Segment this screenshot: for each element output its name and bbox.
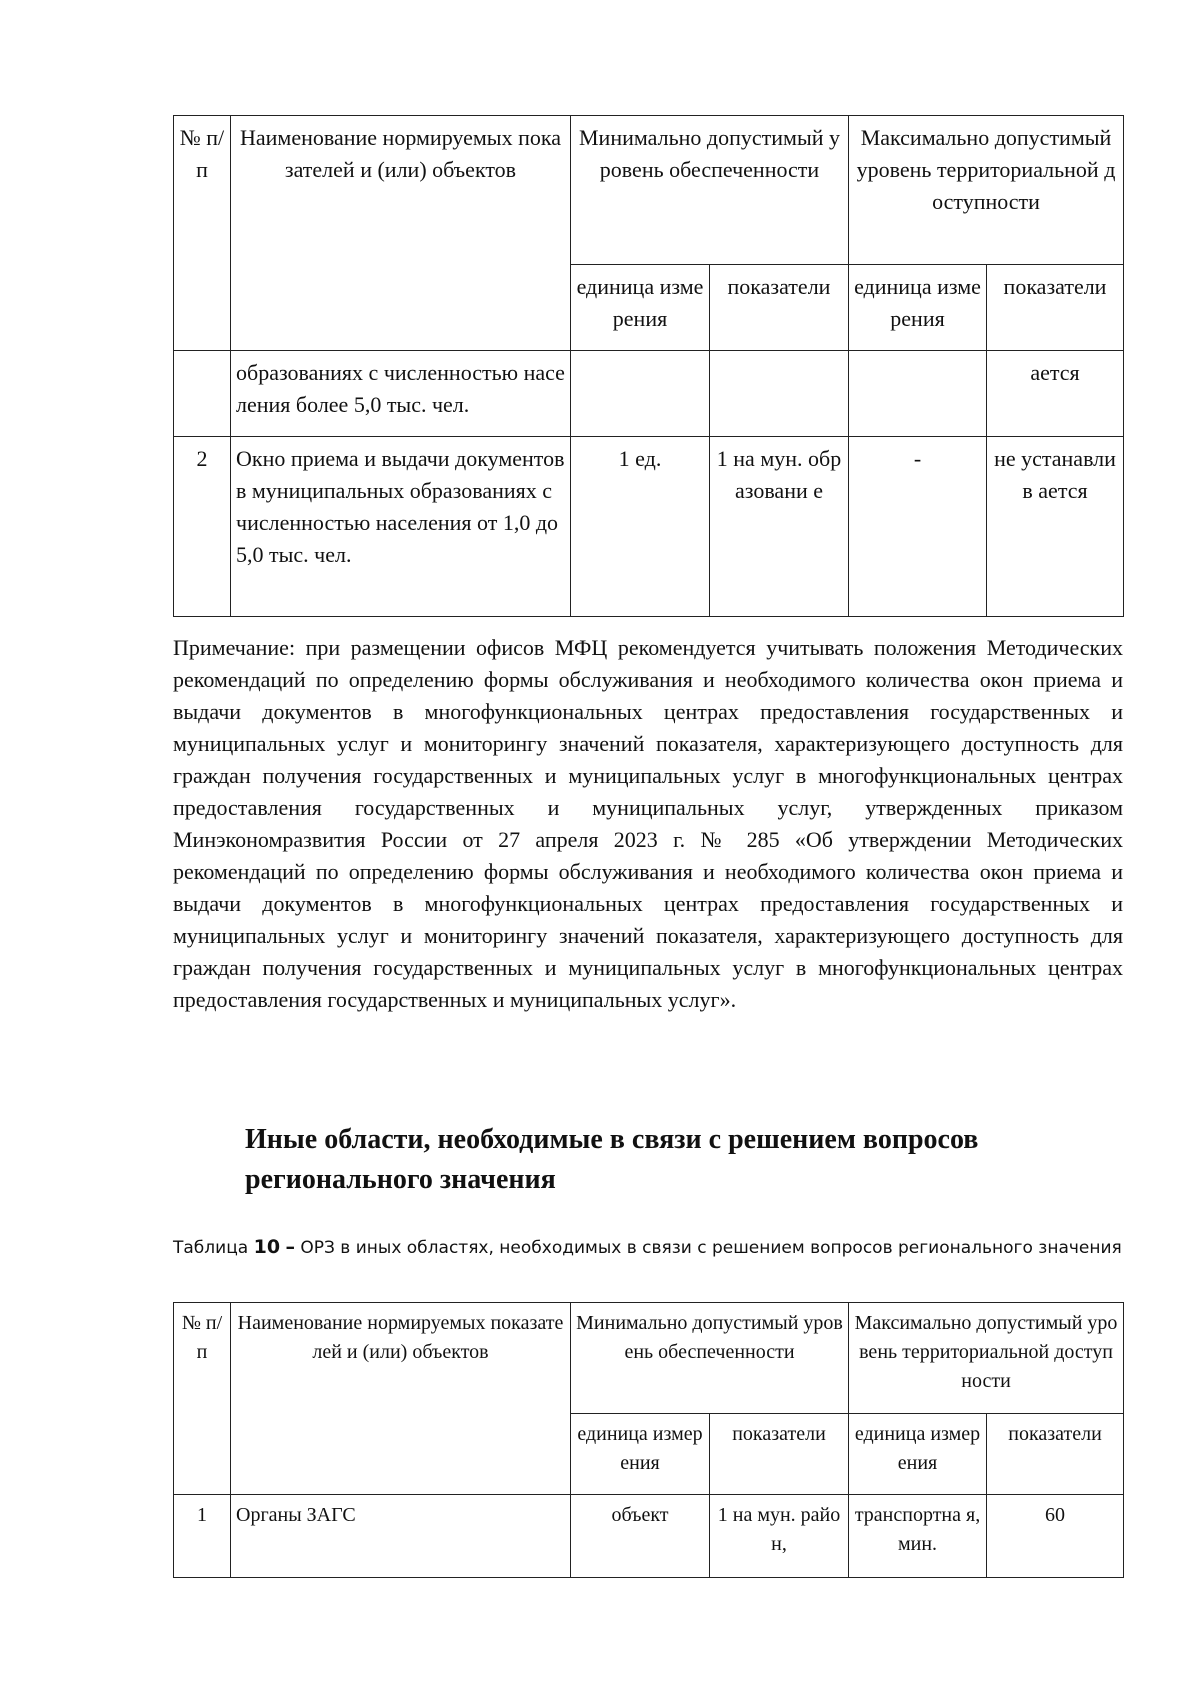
caption-text: ОРЗ в иных областях, необходимых в связи с решением вопросов регионального значения <box>300 1238 1122 1258</box>
header-max-level: Максимально допустимый уровень территориальной доступности <box>849 1303 1124 1414</box>
header-min-level: Минимально допустимый уровень обеспеченности <box>571 1303 849 1414</box>
row-max-unit: - <box>849 437 987 617</box>
table-caption <box>173 1237 1123 1259</box>
table-row <box>174 1495 1124 1578</box>
row-min-unit <box>571 351 710 437</box>
row-number: 2 <box>174 437 231 617</box>
section-heading: Иные области, необходимые в связи с решением вопросов регионального значения <box>245 1124 979 1195</box>
caption-dash: – <box>285 1236 295 1258</box>
row-max-value: ается <box>987 351 1124 437</box>
subheader-value-min: показатели <box>710 265 849 351</box>
subheader-unit-min: единица измерения <box>571 265 710 351</box>
subheader-value-min: показатели <box>710 1414 849 1495</box>
row-min-value: 1 на мун. район, <box>710 1495 849 1578</box>
row-max-value: не устанавлив ается <box>987 437 1124 617</box>
row-name: Окно приема и выдачи документов в муниципальных образованиях с численностью населения от 1,0 до 5,0 тыс. чел. <box>231 437 571 617</box>
subheader-value-max: показатели <box>987 1414 1124 1495</box>
table-10 <box>173 1302 1124 1578</box>
header-number: № п/п <box>174 116 231 351</box>
row-min-value <box>710 351 849 437</box>
subheader-unit-max: единица измерения <box>849 1414 987 1495</box>
caption-number: 10 <box>253 1236 281 1258</box>
row-max-unit: транспортна я, мин. <box>849 1495 987 1578</box>
row-min-unit: объект <box>571 1495 710 1578</box>
header-name: Наименование нормируемых показателей и (или) объектов <box>231 116 571 351</box>
note-paragraph: Примечание: при размещении офисов МФЦ рекомендуется учитывать положения Методических рекомендаций по определению формы обслуживания и необходимого количества окон приема и выдачи документов в многофункциональных центрах предоставления государственных и муниципальных услуг и мониторингу значений показателя, характеризующего доступность для граждан получения государственных и муниципальных услуг в многофункциональных центрах предоставления государственных и муниципальных услуг, утвержденных приказом Минэкономразвития России от 27 апреля 2023 г. № 285 «Об утверждении Методических рекомендаций по определению формы обслуживания и необходимого количества окон приема и выдачи документов в многофункциональных центрах предоставления государственных и муниципальных услуг и мониторингу значений показателя, характеризующего доступность для граждан получения государственных и муниципальных услуг в многофункциональных центрах предоставления государственных и муниципальных услуг». <box>173 635 1123 1012</box>
row-min-value: 1 на мун. образовани е <box>710 437 849 617</box>
row-number <box>174 351 231 437</box>
table-header-row <box>174 116 1124 265</box>
row-max-value: 60 <box>987 1495 1124 1578</box>
header-max-level: Максимально допустимый уровень территориальной доступности <box>849 116 1124 265</box>
table-row <box>174 437 1124 617</box>
row-min-unit: 1 ед. <box>571 437 710 617</box>
row-number: 1 <box>174 1495 231 1578</box>
row-name: Органы ЗАГС <box>231 1495 571 1578</box>
subheader-unit-max: единица измерения <box>849 265 987 351</box>
header-min-level: Минимально допустимый уровень обеспеченности <box>571 116 849 265</box>
row-name: образованиях с численностью населения более 5,0 тыс. чел. <box>231 351 571 437</box>
table-header-row <box>174 1303 1124 1414</box>
table-row <box>174 351 1124 437</box>
header-number: № п/п <box>174 1303 231 1495</box>
table-continuation <box>173 115 1124 617</box>
subheader-value-max: показатели <box>987 265 1124 351</box>
header-name: Наименование нормируемых показателей и (или) объектов <box>231 1303 571 1495</box>
caption-prefix: Таблица <box>173 1238 249 1258</box>
row-max-unit <box>849 351 987 437</box>
subheader-unit-min: единица измерения <box>571 1414 710 1495</box>
